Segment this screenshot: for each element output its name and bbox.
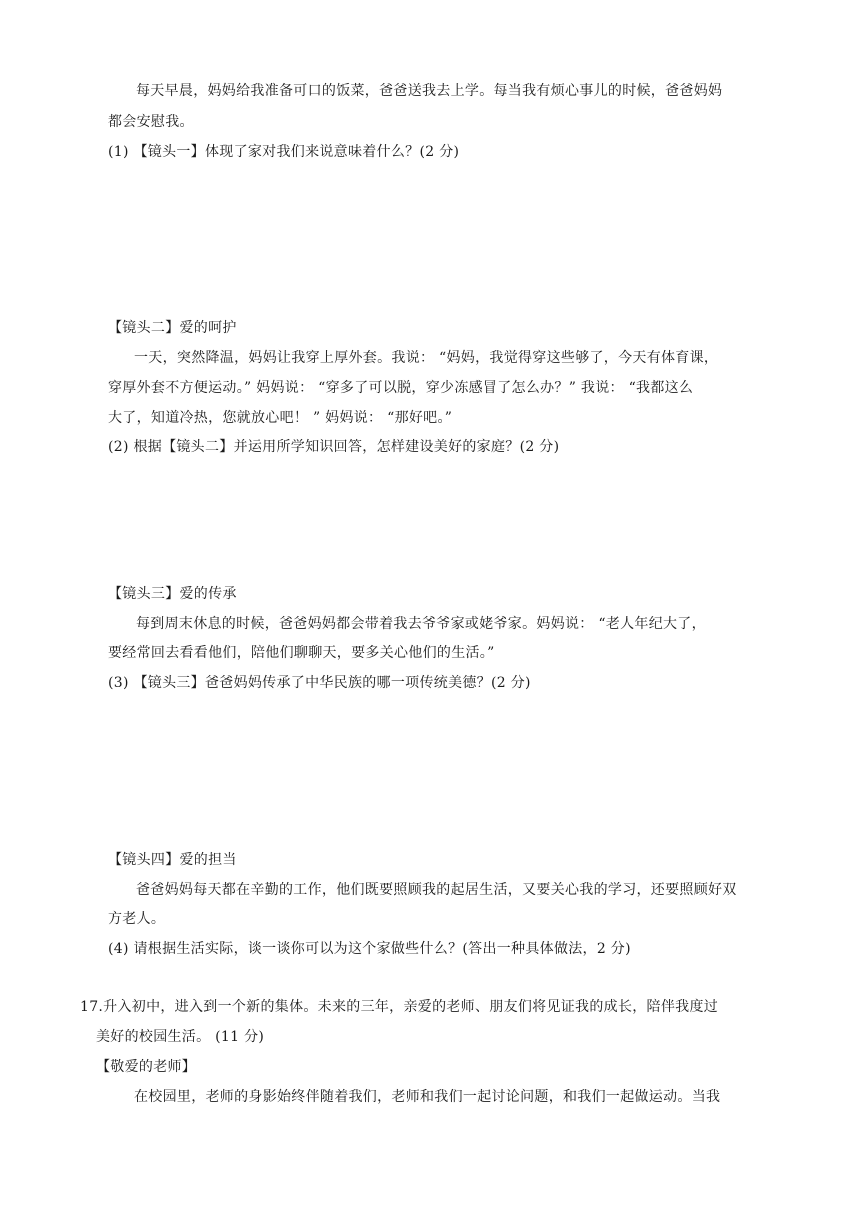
question-3: (3) 【镜头三】爸爸妈妈传承了中华民族的哪一项传统美德？(2 分) [108, 675, 531, 691]
question-2: (2) 根据【镜头二】并运用所学知识回答，怎样建设美好的家庭？(2 分) [108, 439, 560, 455]
scene2-paragraph-line-1: 一天，突然降温，妈妈让我穿上厚外套。我说： “妈妈，我觉得穿这些够了，今天有体育课， [134, 350, 719, 366]
scene3-title: 【镜头三】爱的传承 [108, 586, 237, 602]
scene4-paragraph-line-1: 爸爸妈妈每天都在辛勤的工作，他们既要照顾我的起居生活，又要关心我的学习，还要照顾好双 [136, 882, 737, 898]
scene3-paragraph-line-1: 每到周末休息的时候，爸爸妈妈都会带着我去爷爷家或姥爷家。妈妈说： “老人年纪大了， [136, 616, 706, 632]
scene4-paragraph-line-2: 方老人。 [108, 911, 166, 927]
scene3-paragraph-line-2: 要经常回去看看他们，陪他们聊聊天，要多关心他们的生活。” [108, 645, 495, 661]
question-1: (1) 【镜头一】体现了家对我们来说意味着什么？(2 分) [108, 144, 460, 160]
scene2-title: 【镜头二】爱的呵护 [108, 320, 237, 336]
teacher-section-title: 【敬爱的老师】 [96, 1059, 197, 1075]
question-17-line-1: 17.升入初中，进入到一个新的集体。未来的三年，亲爱的老师、朋友们将见证我的成长，陪伴我度过 [80, 999, 719, 1015]
teacher-paragraph-line-1: 在校园里，老师的身影始终伴随着我们，老师和我们一起讨论问题，和我们一起做运动。当我 [134, 1089, 721, 1105]
scene2-paragraph-line-2: 穿厚外套不方便运动。” 妈妈说： “穿多了可以脱，穿少冻感冒了怎么办？” 我说： “我都这么 [108, 380, 694, 396]
scene1-paragraph-line-2: 都会安慰我。 [108, 114, 194, 130]
scene1-paragraph-line-1: 每天早晨，妈妈给我准备可口的饭菜，爸爸送我去上学。每当我有烦心事儿的时候，爸爸妈妈 [136, 83, 723, 99]
question-4: (4) 请根据生活实际，谈一谈你可以为这个家做些什么？(答出一种具体做法，2 分) [108, 941, 631, 957]
question-17-line-2: 美好的校园生活。 (11 分) [96, 1029, 265, 1045]
scene2-paragraph-line-3: 大了，知道冷热，您就放心吧！ ” 妈妈说： “那好吧。” [108, 410, 453, 426]
scene4-title: 【镜头四】爱的担当 [108, 852, 237, 868]
